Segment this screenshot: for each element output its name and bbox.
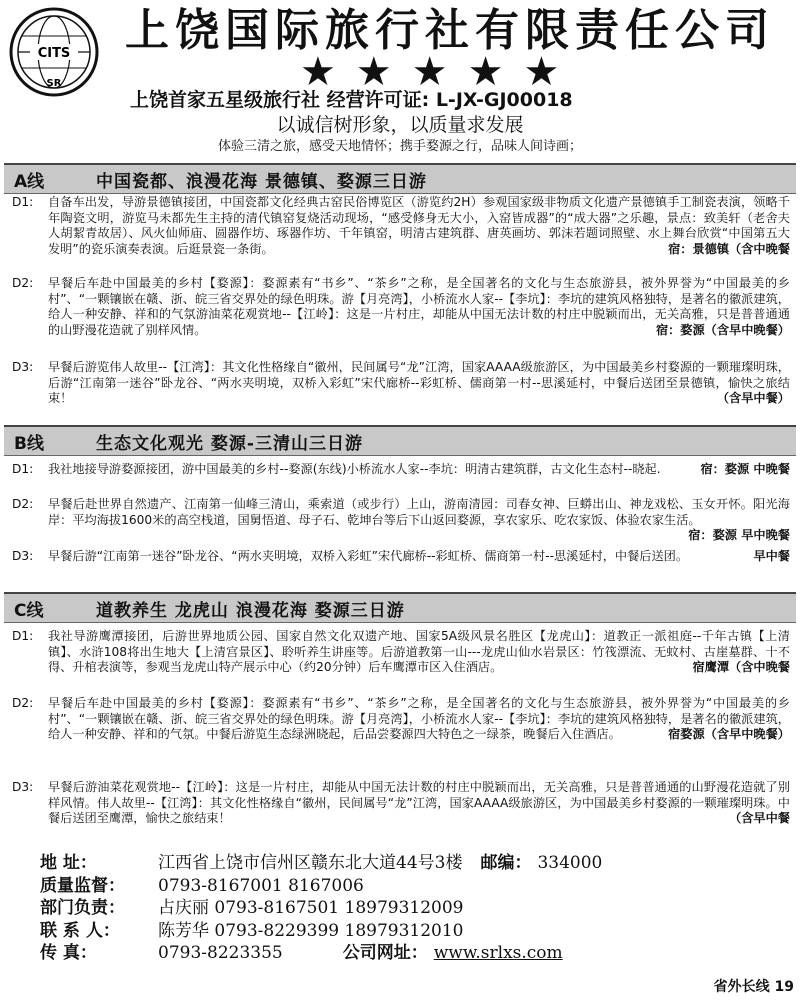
day-label: D2: (12, 276, 34, 290)
quality-row (40, 875, 780, 898)
route-a-header (4, 163, 796, 194)
postcode-label: 邮编： (480, 853, 532, 873)
day-note: （含早中餐 (729, 811, 790, 826)
route-b-day-3 (12, 549, 790, 565)
route-b-day-1 (12, 462, 790, 478)
day-note: （含早中餐） (716, 391, 790, 406)
quality-value: 0793-8167001 8167006 (158, 875, 364, 896)
slogan: 以诚信树形象，以质量求发展 (276, 114, 524, 136)
route-code: B线 (14, 433, 44, 454)
day-note: 宿：婺源（含早中晚餐） (655, 323, 790, 338)
fax-label: 传 真： (40, 943, 97, 963)
sub-slogan: 体验三清之旅，感受天地情怀；携手婺源之行，品味人间诗画； (217, 139, 582, 154)
route-c-day-1 (12, 629, 790, 676)
five-stars-icon: ★★★★★ (300, 49, 580, 95)
route-c-header (4, 592, 796, 623)
route-code: C线 (14, 600, 44, 621)
route-title: 生态文化观光 婺源-三清山三日游 (96, 433, 363, 454)
day-label: D1: (12, 195, 34, 209)
route-title: 中国瓷都、浪漫花海 景德镇、婺源三日游 (96, 171, 427, 192)
route-c-day-3 (12, 780, 790, 827)
day-text: 早餐后游油菜花观赏地--【江岭】：这是一片村庄，却能从中国无法计数的村庄中脱颖而出，无关高雅，只是普普通通的山野漫花造就了别样风情。伟人故里--【江湾】：其文化性格缘自“徽州，民间属号“龙”江湾，国家AAAA级旅游区，为中国最美乡村婺源的一颗璀璨明珠。中餐后送团至鹰潭，愉快之旅结束！ (48, 780, 790, 826)
day-note: 宿：景德镇（含中晚餐 (668, 242, 790, 257)
manager-value: 占庆丽 0793-8167501 18979312009 (158, 898, 464, 918)
fax-row (40, 942, 780, 965)
website-label: 公司网址： (342, 943, 428, 963)
day-text: 我社导游鹰潭接团，后游世界地质公园、国家自然文化双遗产地、国家5A级风景名胜区【龙虎山】：道教正一派祖庭--千年古镇【上清镇】、水浒108将出生地大【上清宫景区】、聆听养生讲座等。后游道教第一山---龙虎山仙水岩景区：竹筏漂流、无蚊村、古崖墓群、十不得、升棺表演等，参观当龙虎山特产展示中心（约20分钟）后车鹰潭市区入住酒店。 (48, 629, 790, 675)
day-text: 我社地接导游婺源接团，游中国最美的乡村--婺源(东线)小桥流水人家--李坑：明清古建筑群，古文化生态村--晓起. (48, 462, 661, 476)
day-label: D3: (12, 780, 34, 794)
route-b-header (4, 425, 796, 456)
day-note: 宿婺源（含早中晚餐） (668, 727, 790, 742)
day-note: 早中餐 (753, 549, 790, 563)
day-text: 早餐后游“江南第一迷谷”卧龙谷、“两水夹明境，双桥入彩虹”宋代廊桥--彩虹桥、儒商第一村--思溪延村，中餐后送团。 (48, 549, 689, 563)
day-text: 早餐后车赴中国最美的乡村【婺源】：婺源素有“书乡”、“茶乡”之称，是全国著名的文化与生态旅游县，被外界誉为“中国最美的乡村”、“一颗镶嵌在赣、浙、皖三省交界处的绿色明珠。游【月亮湾】，小桥流水人家--【李坑】：李坑的建筑风格独特，是著名的徽派建筑，给人一种安静、祥和的气氛游油菜花观赏地--【江岭】：这是一片村庄，却能从中国无法计数的村庄中脱颖而出，无关高雅，只是普普通通的山野漫花造就了别样风情。 (48, 276, 790, 338)
route-b-day-2 (12, 497, 790, 544)
manager-row (40, 897, 780, 920)
postcode-value: 334000 (537, 853, 603, 873)
contact-footer (40, 852, 780, 965)
day-note: 宿鹰潭（含中晚餐 (692, 660, 790, 675)
day-label: D2: (12, 696, 34, 710)
route-a-day-1 (12, 195, 790, 258)
day-label: D1: (12, 462, 34, 476)
contact-label: 联 系 人： (40, 920, 120, 941)
day-text: 早餐后赴世界自然遗产、江南第一仙峰三清山，乘索道（或步行）上山，游南清园：司春女神、巨蟒出山、神龙戏松、玉女开怀。阳光海岸：平均海拔1600米的高空栈道，国舅悟道、母子石、乾坤台等后下山返回婺源，享农家乐、吃农家饭、体验农家生活。 (48, 497, 790, 527)
day-text: 自备车出发，导游景德镇接团，中国瓷都文化经典古窑民俗博览区（游览约2H）参观国家级非物质文化遗产景德镇手工制瓷表演，领略千年陶瓷文明，游览马未都先生主持的清代镇窑复烧活动现场，“感受修身无大小，入窑皆成器”的“成大器”之乐趣，景点：致美轩（老舍夫人胡絜青故居）、风火仙师庙、圆器作坊、琢器作坊、千年镇窑，明清古建筑群、唐英画坊、郭沫若题词照壁、水上舞台欣赏“中国第五大发明”的瓷乐演奏表演。后逛景瓷一条街。 (48, 195, 790, 257)
header (0, 0, 800, 165)
day-text: 早餐后游览伟人故里--【江湾】：其文化性格缘自“徽州，民间属号“龙”江湾，国家AAAA级旅游区，为中国最美乡村婺源的一颗璀璨明珠，后游“江南第一迷谷”卧龙谷、“两水夹明境，双桥入彩虹”宋代廊桥--彩虹桥、儒商第一村--思溪延村，中餐后送团至景德镇，愉快之旅结束！ (48, 360, 790, 406)
day-label: D3: (12, 549, 34, 563)
day-label: D3: (12, 360, 34, 374)
route-title: 道教养生 龙虎山 浪漫花海 婺源三日游 (96, 600, 405, 621)
address-label: 地 址： (40, 853, 97, 873)
address-value: 江西省上饶市信州区赣东北大道44号3楼 (158, 853, 463, 873)
route-a-day-2 (12, 276, 790, 339)
route-a-day-3 (12, 360, 790, 407)
manager-label: 部门负责： (40, 898, 125, 918)
logo-text: CITS (37, 46, 71, 61)
day-note: 宿：婺源 早中晚餐 (688, 528, 790, 543)
quality-label: 质量监督： (40, 875, 125, 896)
fax-value: 0793-8223355 (158, 943, 283, 963)
website-link[interactable]: www.srlxs.com (433, 943, 563, 963)
route-c-day-2 (12, 696, 790, 743)
license-text: 上饶首家五星级旅行社 经营许可证: L-JX-GJ00018 (130, 89, 573, 111)
contact-row (40, 920, 780, 943)
page-tag: 省外长线 19 (713, 979, 794, 995)
day-label: D2: (12, 497, 34, 511)
contact-value: 陈芳华 0793-8229399 18979312010 (158, 920, 464, 941)
day-text: 早餐后车赴中国最美的乡村【婺源】：婺源素有“书乡”、“茶乡”之称，是全国著名的文化与生态旅游县，被外界誉为“中国最美的乡村”、“一颗镶嵌在赣、浙、皖三省交界处的绿色明珠。游【月亮湾】，小桥流水人家--【李坑】：李坑的建筑风格独特，是著名的徽派建筑，给人一种安静、祥和的气氛。中餐后游览生态绿洲晓起，后品尝婺源四大特色之一绿茶，晚餐后入住酒店。 (48, 696, 790, 742)
address-row (40, 852, 780, 875)
globe-logo-icon (8, 6, 100, 98)
logo-sub: SR (46, 78, 62, 89)
company-name: 上饶国际旅行社有限责任公司 (125, 5, 775, 56)
day-note: 宿：婺源 中晚餐 (700, 462, 790, 476)
day-label: D1: (12, 629, 34, 643)
route-code: A线 (14, 171, 45, 192)
